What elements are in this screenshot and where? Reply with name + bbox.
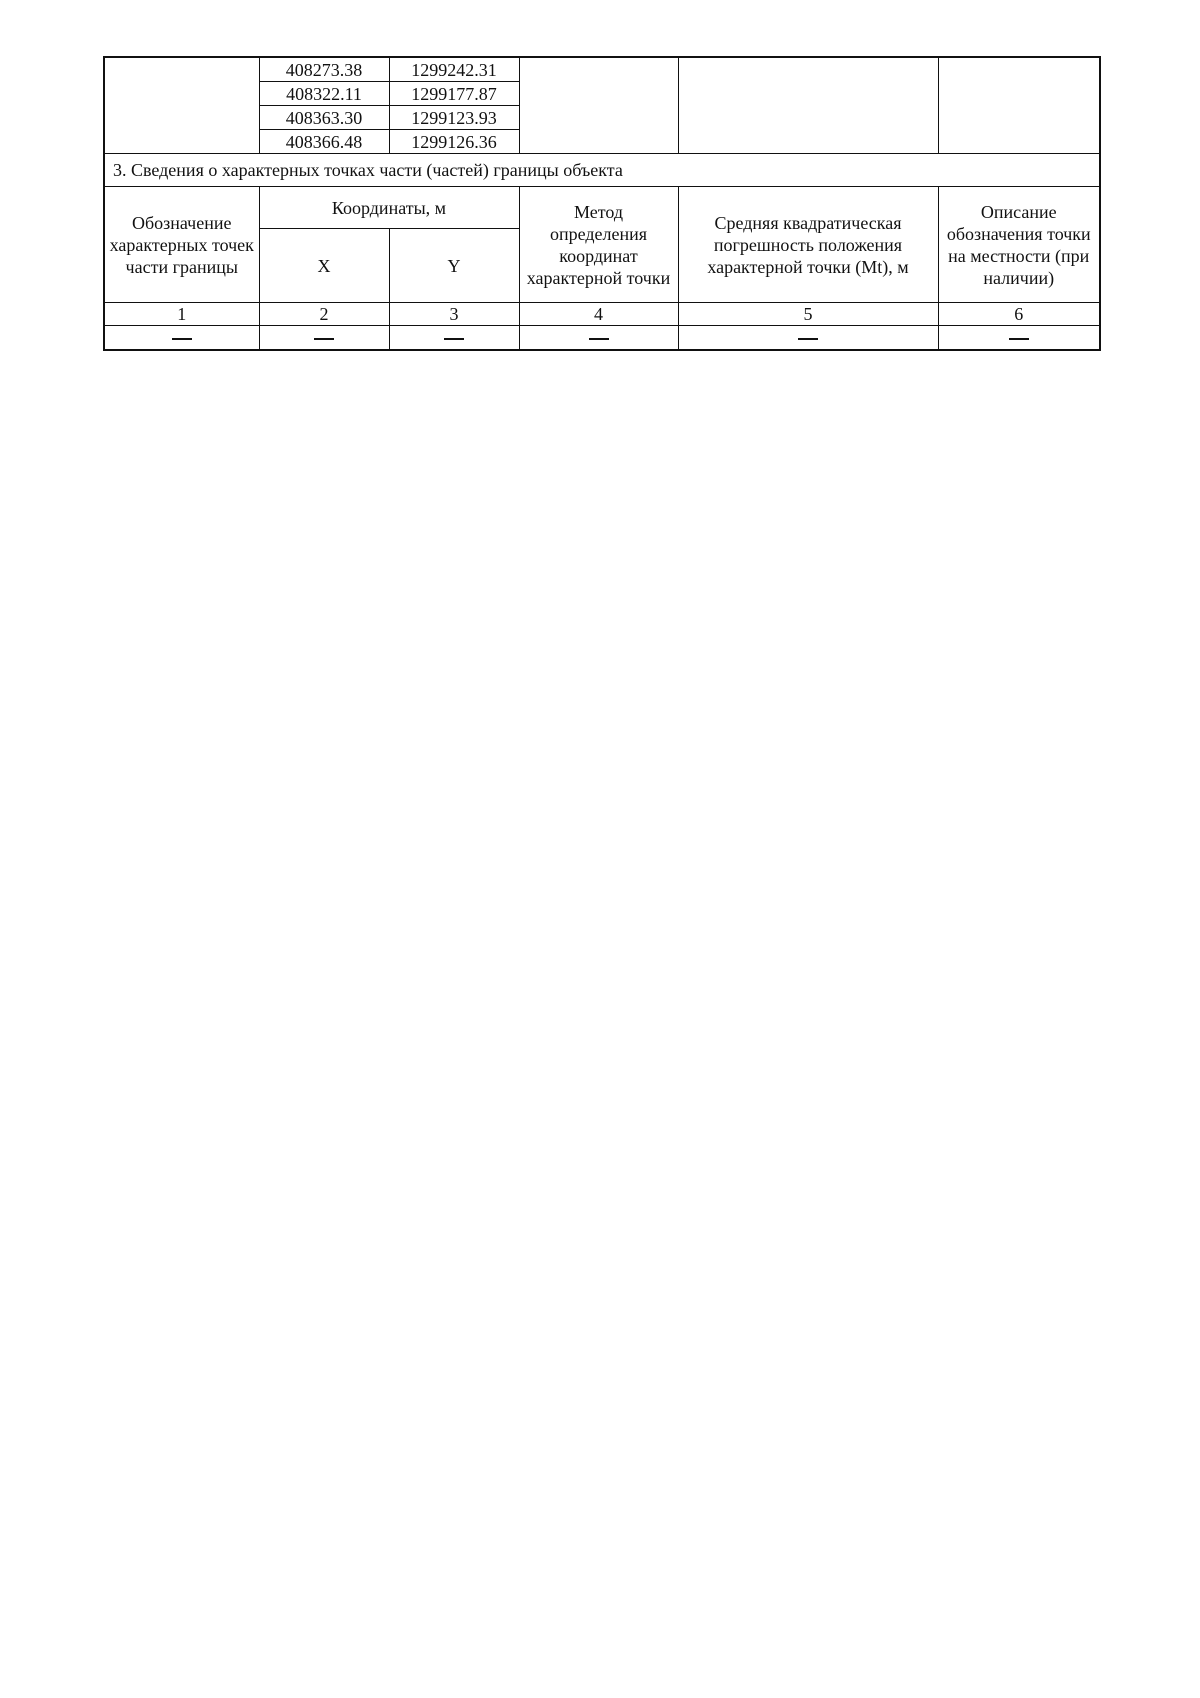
- dash-mark: [589, 338, 609, 340]
- column-number: 4: [519, 303, 678, 326]
- coord-row: [104, 57, 1100, 82]
- section-title: 3. Сведения о характерных точках части (частей) границы объекта: [104, 154, 1100, 187]
- coord-x: 408366.48: [259, 130, 389, 154]
- empty-cell: [519, 57, 678, 154]
- coord-y: 1299242.31: [389, 57, 519, 82]
- column-number: 2: [259, 303, 389, 326]
- empty-cell: [678, 57, 938, 154]
- header-description: Описание обозначения точки на местности (при наличии): [938, 187, 1100, 303]
- dash-mark: [314, 338, 334, 340]
- header-row: [104, 187, 1100, 229]
- coord-x: 408363.30: [259, 106, 389, 130]
- column-number: 3: [389, 303, 519, 326]
- dash-cell: [938, 326, 1100, 351]
- dash-cell: [678, 326, 938, 351]
- column-number: 5: [678, 303, 938, 326]
- column-number-row: [104, 303, 1100, 326]
- boundary-points-table: [103, 56, 1101, 351]
- document-page: [103, 56, 1099, 351]
- dash-cell: [259, 326, 389, 351]
- dash-mark: [444, 338, 464, 340]
- column-number: 1: [104, 303, 259, 326]
- header-method: Метод определения координат характерной точки: [519, 187, 678, 303]
- empty-cell: [104, 57, 259, 154]
- dash-cell: [519, 326, 678, 351]
- dash-mark: [1009, 338, 1029, 340]
- empty-data-row: [104, 326, 1100, 351]
- header-x: X: [259, 229, 389, 303]
- empty-cell: [938, 57, 1100, 154]
- dash-mark: [798, 338, 818, 340]
- header-mean-error: Средняя квадратическая погрешность положения характерной точки (Mt), м: [678, 187, 938, 303]
- header-point-designation: Обозначение характерных точек части границы: [104, 187, 259, 303]
- coord-y: 1299177.87: [389, 82, 519, 106]
- coord-x: 408322.11: [259, 82, 389, 106]
- dash-cell: [389, 326, 519, 351]
- section-title-row: [104, 154, 1100, 187]
- column-number: 6: [938, 303, 1100, 326]
- coord-x: 408273.38: [259, 57, 389, 82]
- coord-y: 1299123.93: [389, 106, 519, 130]
- dash-cell: [104, 326, 259, 351]
- dash-mark: [172, 338, 192, 340]
- coord-y: 1299126.36: [389, 130, 519, 154]
- header-y: Y: [389, 229, 519, 303]
- header-coordinates: Координаты, м: [259, 187, 519, 229]
